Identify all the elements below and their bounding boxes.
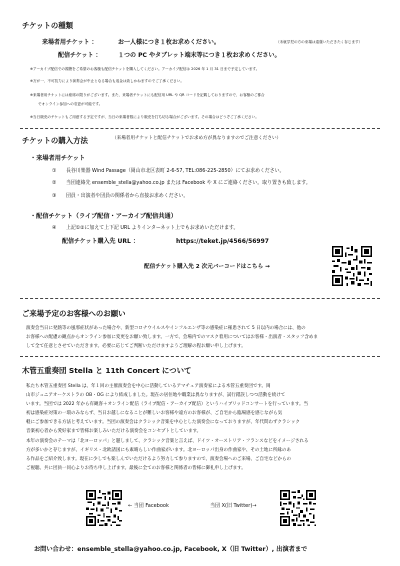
- facebook-qr-caption: ← 当団 Facebook: [128, 503, 169, 509]
- request-line-1: 演奏会当日に発熱等の風邪症状があった場合や、新型コロナウイルスやインフルエンザ等の感染症に罹患されて 5 日以内の場合には、他の: [26, 326, 306, 331]
- request-line-2: お客様への配慮の観点からオンライン参加に変更をお願い致します。一方で、会場内でのマスク着用についてはお客様・出演者・スタッフ含めま: [26, 335, 318, 341]
- x-twitter-qr-code[interactable]: [280, 490, 316, 526]
- venue-ticket-desc: お一人様につき１枚お求めください。: [118, 39, 220, 46]
- stream-ticket-desc: １つの PC やタブレット端末等につき１枚お求めください。: [118, 52, 281, 59]
- purchase-item-3-text: 団員・出演者や団員の関係者から直接お求めください。: [66, 193, 189, 199]
- purchase-item-2-text: 当団連絡先 ensemble_stella@yahoo.co.jp または Facebook や X にご連絡ください。取り置きも致します。: [66, 180, 311, 186]
- venue-ticket-label: 来場者用チケット ：: [42, 39, 98, 46]
- request-line-3: して全て任意とさせていただきます。必要に応じてご判断いただけますようご理解の程お願い申し上げます。: [26, 344, 246, 350]
- about-line-8: 方が多いかと存じますが、イギリス・北欧諸国にも素晴らしい作曲家がいます。北ヨーロッパ出身の作曲家や、その土地に所縁のあ: [26, 447, 291, 453]
- about-paragraph: [26, 382, 378, 473]
- stream-qr-caption: 配信チケット購入先 2 次元バーコードはこちら →: [144, 264, 270, 270]
- ticket-types-heading: チケットの種類: [22, 21, 74, 30]
- stream-url-label: 配信チケット購入先 URL ：: [62, 238, 139, 245]
- about-line-10: ご視聴、共に団員一同心よりお待ち申し上げます。最後に全てのお客様と関係者の皆様に御礼申し上げます。: [26, 465, 246, 471]
- purchase-item-2-num: ②: [52, 180, 57, 186]
- contact-footer: お問い合わせ：ensemble_stella@yahoo.co.jp, Facebook, X（旧 Twitter）, 出演者まで: [34, 546, 308, 553]
- purchase-item-4-num: ④: [52, 225, 57, 231]
- section-divider-3: [20, 356, 380, 357]
- request-heading: ご来場予定のお客様へのお願い: [22, 309, 126, 318]
- ticket-note-2: ※万が一、不可抗力により演奏会が中止となる場合も返金は致しかねますのでご了承ください。: [30, 79, 184, 83]
- stream-ticket-label: 配信チケット ：: [58, 52, 102, 59]
- facebook-qr-code[interactable]: [86, 490, 122, 526]
- about-line-4: 初は感染症対策の一環のみならず、当日お越しになることが難しいお客様や遠方のお客様が、ご自宅から臨場感を感じながら気: [26, 411, 283, 417]
- ticket-note-3-cont: でオンライン参加への変更が可能です。: [38, 102, 103, 106]
- about-line-7: 本年の演奏会のテーマは「北ヨーロッパ」と題しまして、クラシック音楽と言えば、ドイツ・オーストリア・フランスなどをイメージされる: [26, 438, 309, 444]
- stream-ticket-qr-code[interactable]: [332, 246, 372, 286]
- ticket-note-1: ※アーカイブ配信での視聴をご希望のお客様も配信チケットを購入してください。アーカイブ配信は 2026 年 1 月 31 日まで予定しています。: [30, 67, 260, 71]
- about-heading: 木管五重奏団 Stella と 11th Concert について: [22, 366, 192, 375]
- purchase-heading: チケットの購入方法: [22, 136, 88, 145]
- purchase-item-1-num: ①: [52, 168, 57, 174]
- about-line-9: る作品をご紹介致します。現在に少しでも楽しんでいただけるよう努力して参りますので、演奏会場へのご来場、ご自宅などからの: [26, 456, 292, 462]
- stream-ticket-subheading: ・配信チケット（ライブ配信・アーカイブ配信共通）: [30, 213, 177, 220]
- about-line-2: 山市ジュニアオーケストラの OB・OG により結成しました。現在の居住地や職業は異なりますが、試行錯誤しつつ活動を続けて: [26, 393, 286, 399]
- request-paragraph: [26, 324, 378, 351]
- purchase-heading-note: （来場者用チケットと配信チケットでお求め方が異なりますのでご注意ください）: [112, 136, 282, 141]
- venue-ticket-note: （未就学児の方の来場は遠慮いただきたく存じます）: [276, 40, 363, 44]
- about-line-5: 軽にご参加できる方法と考えています。当団の演奏会はクラシック音楽を中心とした演奏会になっておりますが、年代問わずクラシック: [26, 420, 300, 426]
- ticket-note-4: ※当日販売のチケットもご用意する予定ですが、当日の来場者数により販売を打ち切る場合がございます。その場合はどうぞご了承ください。: [30, 115, 259, 119]
- section-divider-1: [20, 128, 380, 129]
- stream-url-link[interactable]: https://teket.jp/4566/56997: [176, 238, 269, 245]
- x-qr-caption: 当団 X(旧 Twitter)→: [210, 503, 257, 509]
- venue-ticket-subheading: ・来場者用チケット: [30, 155, 86, 162]
- about-line-6: 音楽初心者から愛好家まで皆様お楽しみいただける演奏会をコンセプトとしています。: [26, 429, 202, 435]
- purchase-item-1-text: 長谷川楽器 Wind Passage（岡山市北区表町 2-6-57, TEL:086-225-2850）にてお求めください。: [66, 168, 285, 174]
- ticket-note-3: ※来場者用チケットには座席の限りがございます。また、来場者チケットにも配信用 URL や QR コードを記載しておりますので、お客様のご都合: [30, 93, 265, 97]
- purchase-item-3-num: ③: [52, 193, 57, 199]
- about-line-1: 私たち木管五重奏団 Stella は、年１回の主催演奏会を中心に活動しているアマチュア演奏家による木管五重奏団です。岡: [26, 384, 271, 389]
- purchase-item-4-text: 上記①②に加えて上下記 URL よりインターネット上でもお求めいただけます。: [66, 225, 239, 231]
- section-divider-2: [20, 298, 380, 299]
- about-line-3: います。当団では 2022 年から有観客＋オンライン配信（ライブ配信・アーカイブ配信）というハイブリッドコンサートを行っています。当: [26, 402, 309, 408]
